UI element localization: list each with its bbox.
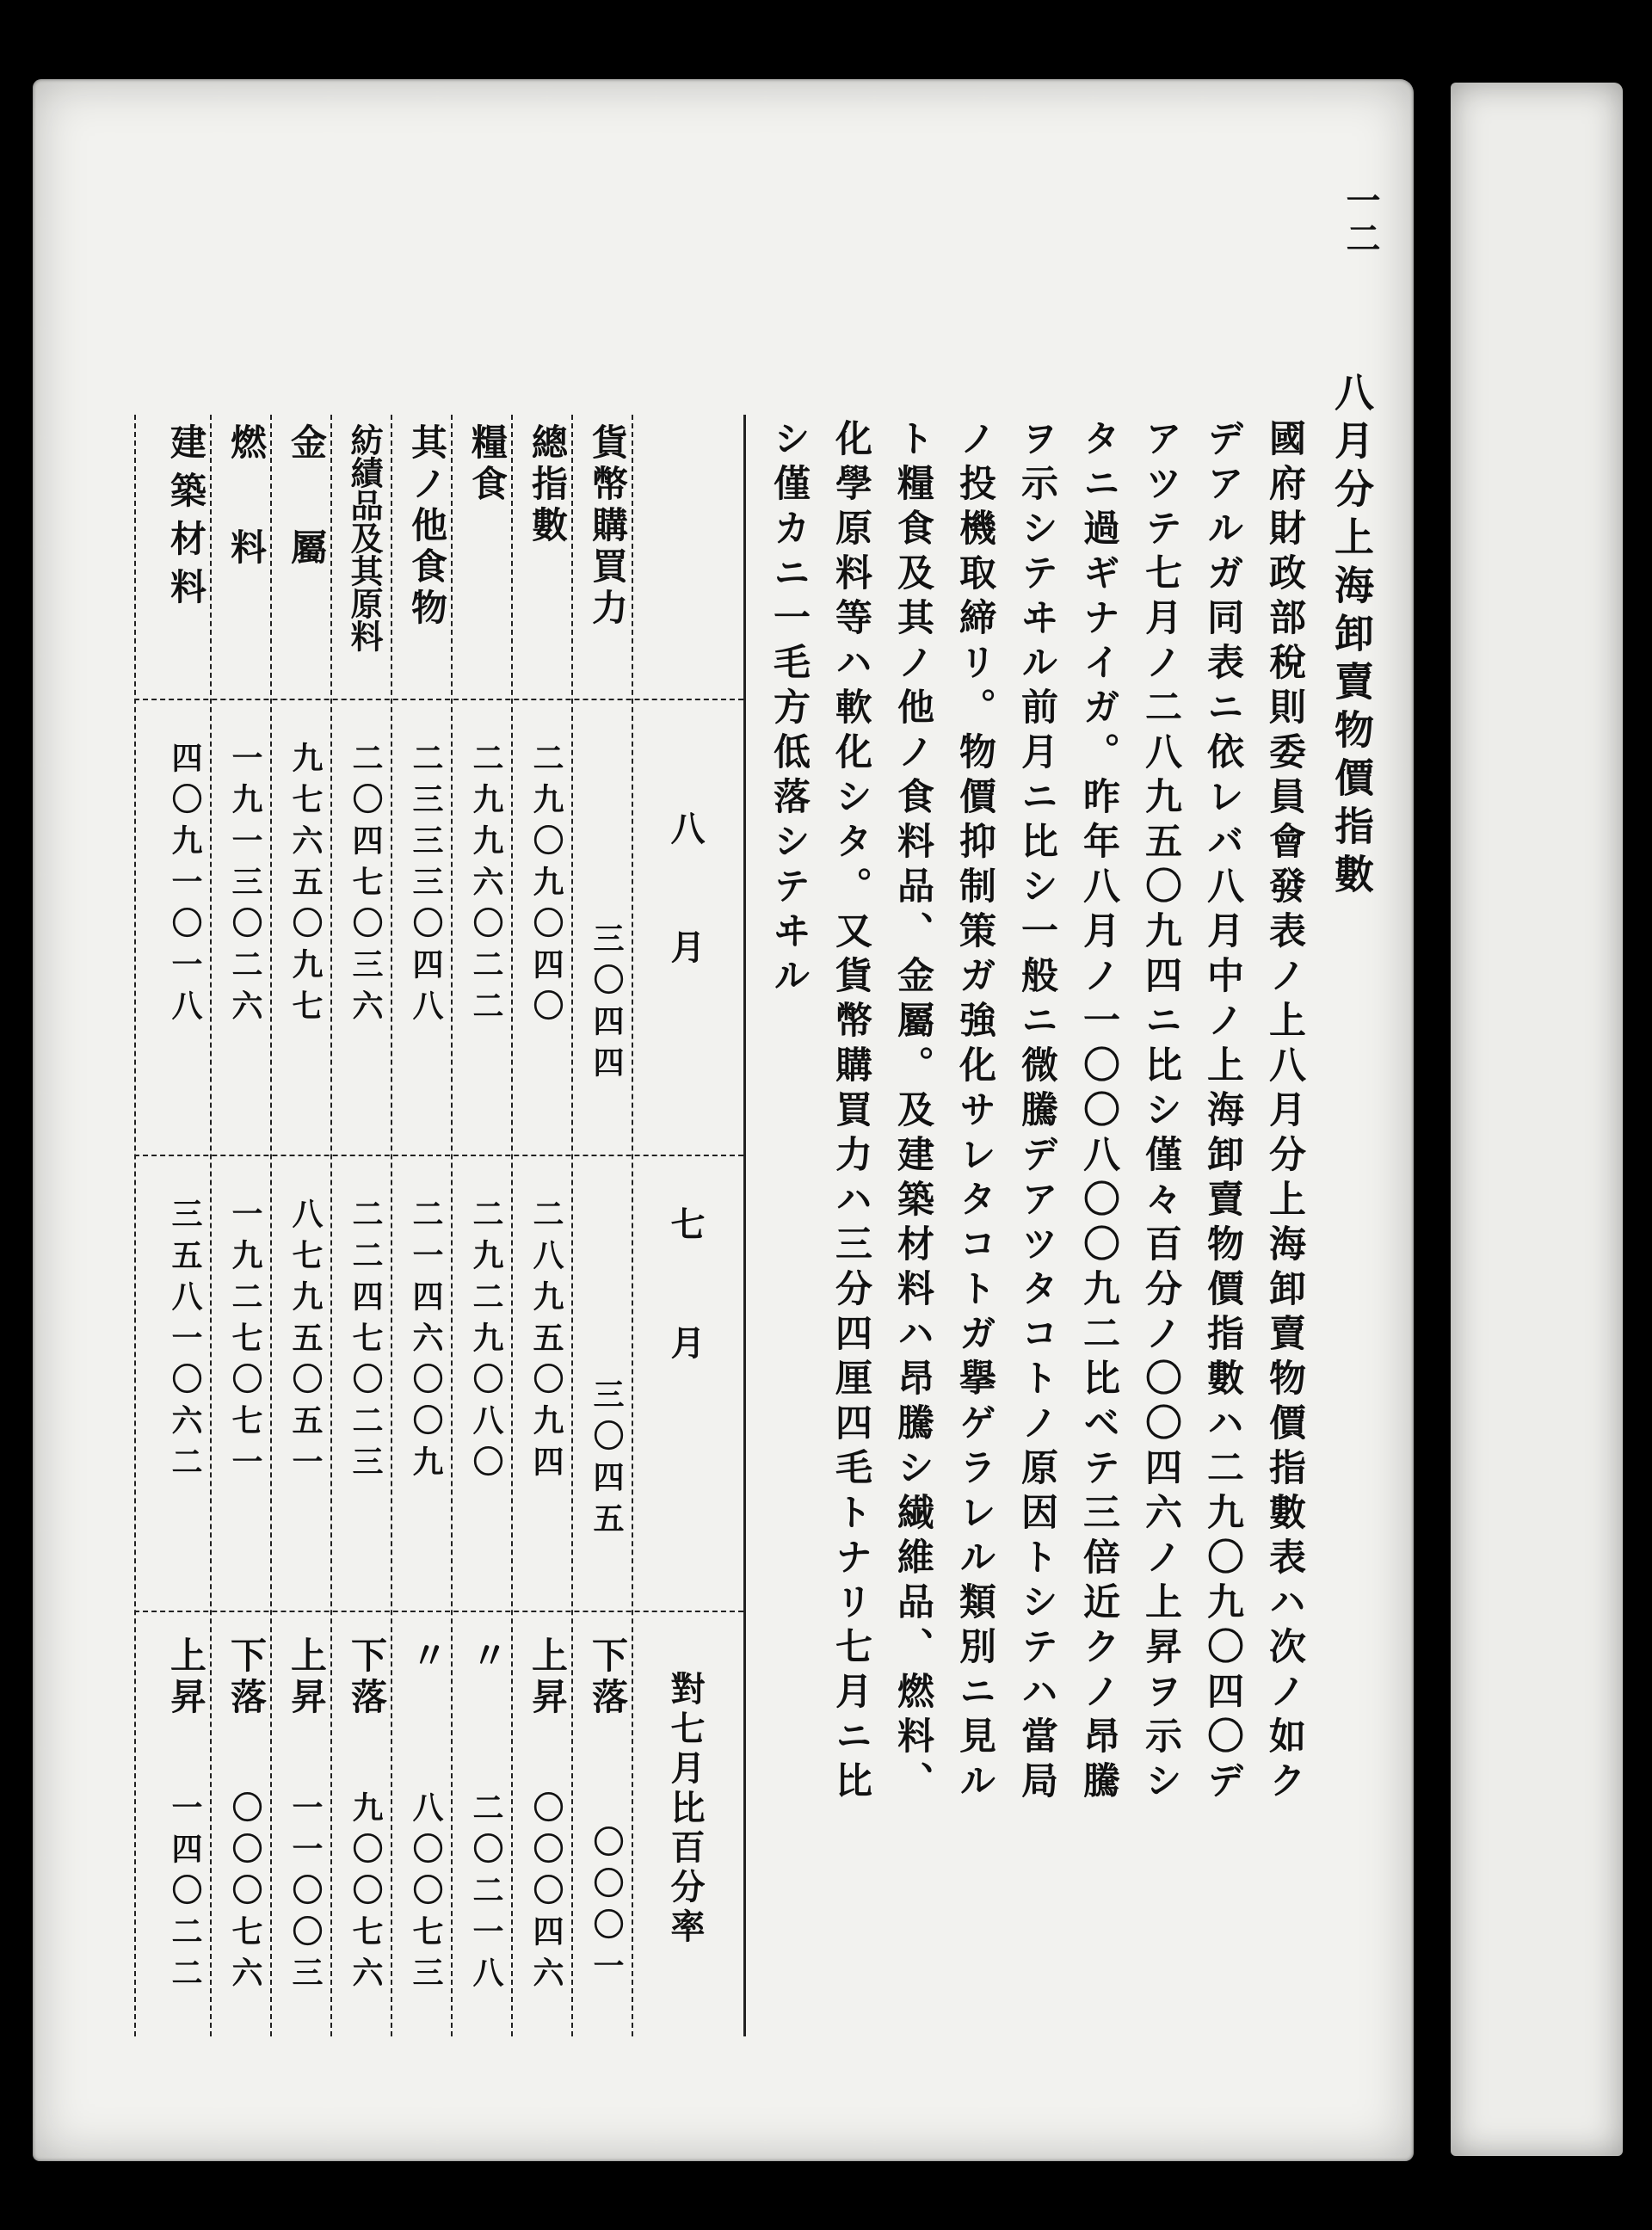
row-direction: 〃 <box>466 1636 509 1678</box>
row-direction: 下落 <box>225 1636 268 1719</box>
row-aug-value: 一九一三〇二六 <box>227 742 263 1031</box>
row-aug-value: 二〇四七〇三六 <box>348 742 384 1031</box>
row-jul-value: 一九二七〇七一 <box>227 1198 263 1487</box>
row-direction: 上昇 <box>286 1636 328 1719</box>
paragraph-line: アツテ七月ノ二八九五〇九四ニ比シ僅々百分ノ〇〇四六ノ上昇ヲ示シ <box>1139 419 1182 1806</box>
row-direction: 〃 <box>406 1636 448 1678</box>
row-aug-value: 四〇九一〇一八 <box>167 742 203 1031</box>
row-direction: 下落 <box>587 1636 629 1719</box>
section-title: 八月分上海卸賣物價指數 <box>1328 372 1375 902</box>
paragraph-line: ノ投機取締リ。物價抑制策ガ強化サレタコトガ擧ゲラレル類別ニ見ル <box>953 419 996 1806</box>
row-label: 總指數 <box>527 423 569 547</box>
row-jul-value: 二八九五〇九四 <box>528 1198 564 1487</box>
row-direction: 上昇 <box>527 1636 569 1719</box>
paragraph-line: ヲ示シテヰル前月ニ比シ一般ニ微騰デアツタコトノ原因トシテハ當局 <box>1015 419 1058 1806</box>
paragraph-line: シ僅カニ一毛方低落シテヰル <box>767 419 811 1001</box>
adjacent-page-edge <box>1451 83 1623 2156</box>
row-direction: 下落 <box>346 1636 388 1719</box>
row-percent: 一四〇二二 <box>167 1791 203 1998</box>
paragraph-line: 化學原料等ハ軟化シタ。又貨幣購買力ハ三分四厘四毛トナリ七月ニ比 <box>829 419 872 1806</box>
row-percent: 〇〇〇七六 <box>227 1791 263 1998</box>
row-jul-value: 三五八一〇六二 <box>167 1198 203 1487</box>
paragraph-line: タニ過ギナイガ。昨年八月ノ一〇〇八〇〇九二比ベテ三倍近クノ昂騰 <box>1077 419 1120 1806</box>
header-july: 七 月 <box>665 1206 706 1364</box>
row-label: 燃料 <box>225 423 268 633</box>
row-percent: 二〇二一八 <box>468 1791 504 1998</box>
row-aug-value: 二三三三〇四八 <box>408 742 444 1031</box>
row-aug-value: 二九九六〇二二 <box>468 742 504 1031</box>
paragraph-line: ト糧食及其ノ他ノ食料品、金屬。及建築材料ハ昂騰シ繊維品、燃料、 <box>891 419 934 1806</box>
row-direction: 上昇 <box>165 1636 207 1719</box>
row-jul-value: 二九二九〇八〇 <box>468 1198 504 1487</box>
row-aug-value: 九七六五〇九七 <box>287 742 324 1031</box>
row-jul-value: 三〇四五 <box>589 1378 625 1543</box>
document-page <box>33 79 1414 2161</box>
paragraph-line: 國府財政部稅則委員會發表ノ上八月分上海卸賣物價指數表ハ次ノ如ク <box>1263 419 1306 1806</box>
row-percent: 〇〇〇四六 <box>528 1791 564 1998</box>
row-label: 其ノ他食物 <box>406 423 448 630</box>
row-label: 貨幣購買力 <box>587 423 629 630</box>
row-percent: 一一〇〇三 <box>287 1791 324 1998</box>
header-august: 八 月 <box>665 810 706 969</box>
row-jul-value: 二一四六〇〇九 <box>408 1198 444 1487</box>
row-aug-value: 三〇四四 <box>589 922 625 1087</box>
page-marker: 一二 <box>1341 182 1381 258</box>
row-aug-value: 二九〇九〇四〇 <box>528 742 564 1031</box>
row-jul-value: 八七九五〇五一 <box>287 1198 324 1487</box>
row-label: 金屬 <box>286 423 328 633</box>
row-percent: 九〇〇七六 <box>348 1791 384 1998</box>
header-ratio: 對七月比百分率 <box>665 1671 706 1948</box>
row-label: 建築材料 <box>165 423 207 616</box>
price-index-table <box>134 415 745 2036</box>
row-label: 紡績品及其原料 <box>345 423 384 652</box>
row-label: 糧食 <box>466 423 509 506</box>
row-percent: 〇〇〇一 <box>589 1826 625 1991</box>
row-jul-value: 二二四七〇二三 <box>348 1198 384 1487</box>
row-percent: 八〇〇七三 <box>408 1791 444 1998</box>
paragraph-line: デアルガ同表ニ依レバ八月中ノ上海卸賣物價指數ハ二九〇九〇四〇デ <box>1201 419 1244 1806</box>
